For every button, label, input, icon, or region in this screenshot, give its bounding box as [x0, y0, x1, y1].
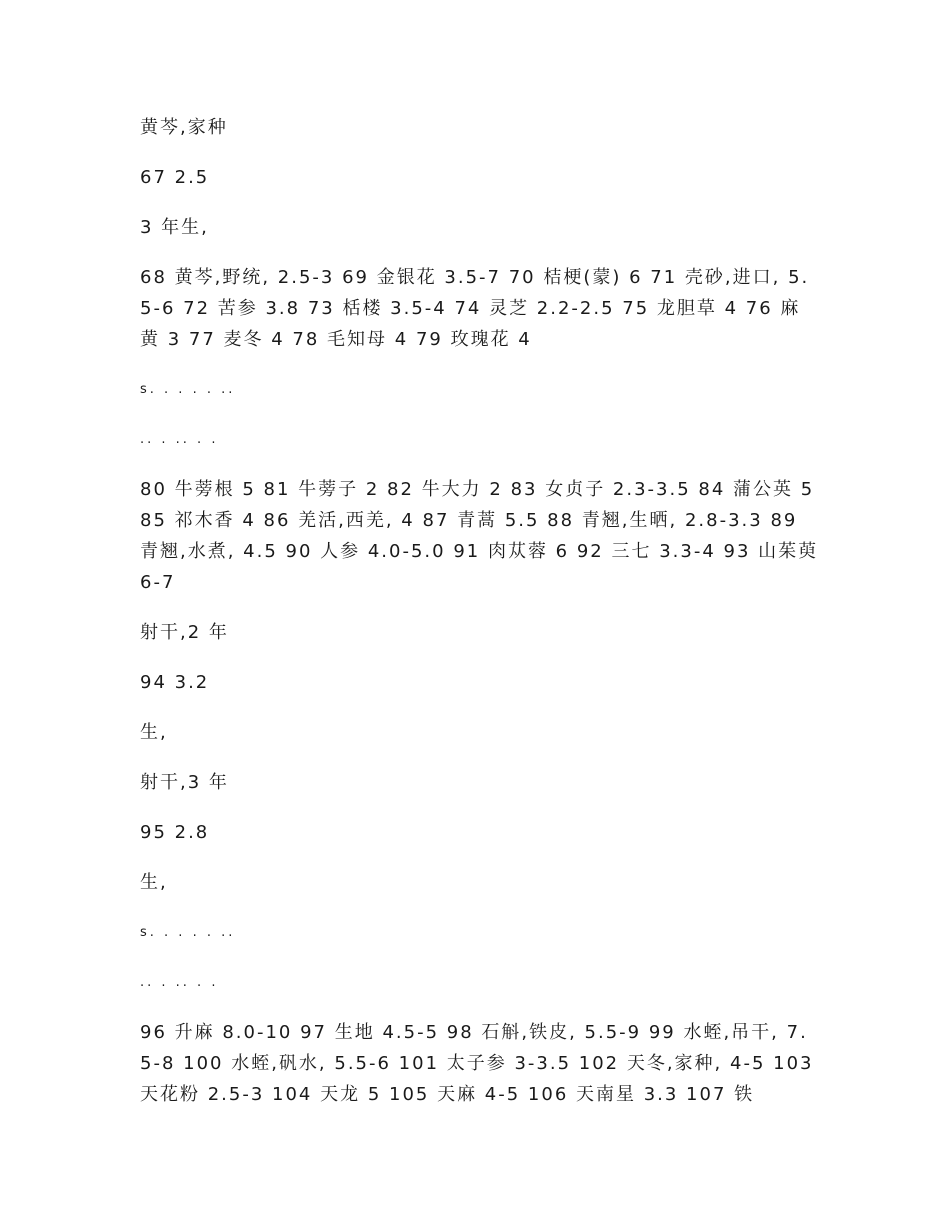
dotted-line: .. . .. . .	[140, 432, 219, 447]
text-paragraph: 96 升麻 8.0-10 97 生地 4.5-5 98 石斛,铁皮, 5.5-9 99 水蛭,吊干, 7.5-8 100 水蛭,矾水, 5.5-6 101 太子参 3-3.5 102 天冬,家种, 4-5 103 天花粉 2.5-3 104 天龙 5 105 天麻 4-5 106 天南星 3.3 107 铁	[140, 1022, 814, 1105]
document-page	[140, 112, 820, 1129]
dotted-line: .. . .. . .	[140, 975, 219, 990]
dotted-line: s. . . . . ..	[140, 925, 236, 940]
text-paragraph: 68 黄芩,野统, 2.5-3 69 金银花 3.5-7 70 桔梗(蒙) 6 71 壳砂,进口, 5.5-6 72 苦参 3.8 73 栝楼 3.5-4 74 灵芝 2.2-2.5 75 龙胆草 4 76 麻黄 3 77 麦冬 4 78 毛知母 4 79 玫瑰花 4	[140, 267, 810, 350]
text-line: 3 年生,	[140, 217, 209, 238]
text-line: 生,	[140, 872, 168, 893]
text-line: 67 2.5	[140, 167, 210, 188]
text-line: 射干,3 年	[140, 772, 229, 793]
text-line: 95 2.8	[140, 822, 210, 843]
text-line: 黄芩,家种	[140, 117, 228, 138]
text-line: 射干,2 年	[140, 622, 229, 643]
text-line: 94 3.2	[140, 672, 210, 693]
dotted-line: s. . . . . ..	[140, 382, 236, 397]
text-line: 生,	[140, 722, 168, 743]
text-paragraph: 80 牛蒡根 5 81 牛蒡子 2 82 牛大力 2 83 女贞子 2.3-3.5 84 蒲公英 5 85 祁木香 4 86 羌活,西羌, 4 87 青蒿 5.5 88 青翘,生晒, 2.8-3.3 89 青翘,水煮, 4.5 90 人参 4.0-5.0 91 肉苁蓉 6 92 三七 3.3-4 93 山茱萸 6-7	[140, 479, 819, 593]
